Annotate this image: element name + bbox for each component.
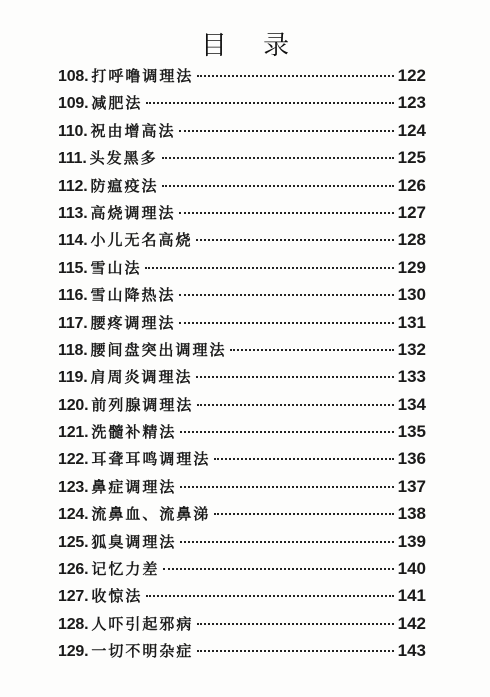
- entry-title: 人吓引起邪病: [91, 614, 194, 633]
- toc-entry[interactable]: [58, 89, 426, 116]
- entry-title: 鼻症调理法: [91, 477, 177, 496]
- entry-number: 121.: [58, 424, 89, 442]
- entry-title: 打呼噜调理法: [91, 67, 194, 85]
- toc-entry[interactable]: [58, 445, 426, 472]
- dot-leader: [197, 623, 393, 625]
- toc-entry[interactable]: [58, 226, 426, 253]
- dot-leader: [179, 294, 393, 296]
- entry-page-number: 129: [397, 257, 426, 277]
- toc-entry[interactable]: [58, 309, 426, 336]
- entry-page-number: 133: [397, 367, 426, 387]
- entry-title: 头发黑多: [89, 149, 158, 168]
- entry-title: 洗髓补精法: [91, 423, 177, 442]
- entry-number: 126.: [58, 561, 89, 579]
- toc-entry[interactable]: [58, 172, 426, 199]
- dot-leader: [145, 267, 393, 269]
- entry-number: 128.: [58, 615, 89, 633]
- dot-leader: [197, 404, 393, 406]
- toc-entry[interactable]: [58, 254, 426, 281]
- entry-number: 112.: [58, 177, 88, 195]
- dot-leader: [180, 431, 393, 433]
- toc-entry[interactable]: [58, 144, 426, 171]
- entry-number: 109.: [58, 95, 89, 113]
- entry-title: 流鼻血、流鼻涕: [91, 505, 211, 524]
- entry-page-number: 140: [397, 559, 426, 579]
- entry-page-number: 124: [397, 120, 426, 140]
- entry-title: 耳聋耳鸣调理法: [91, 450, 211, 469]
- entry-page-number: 141: [397, 586, 426, 606]
- entry-page-number: 126: [397, 175, 426, 195]
- entry-page-number: 123: [397, 93, 426, 113]
- dot-leader: [146, 102, 393, 104]
- entry-title: 防瘟疫法: [90, 176, 159, 195]
- entry-number: 124.: [58, 506, 89, 524]
- entry-title: 一切不明杂症: [91, 642, 194, 661]
- entry-title: 减肥法: [91, 94, 143, 113]
- toc-entry[interactable]: [58, 418, 426, 445]
- entry-title: 祝由增高法: [90, 121, 176, 140]
- entry-page-number: 137: [397, 476, 426, 496]
- toc-entry[interactable]: [58, 391, 426, 418]
- entry-title: 小儿无名高烧: [90, 231, 193, 250]
- entry-title: 雪山法: [90, 258, 142, 277]
- entry-title: 肩周炎调理法: [90, 368, 193, 387]
- toc-entry[interactable]: [58, 637, 426, 664]
- dot-leader: [196, 239, 393, 241]
- dot-leader: [179, 322, 393, 324]
- entry-number: 116.: [58, 287, 88, 305]
- entry-number: 117.: [58, 314, 88, 332]
- dot-leader: [163, 568, 393, 570]
- entry-page-number: 127: [397, 202, 426, 222]
- toc-entry[interactable]: [58, 528, 426, 555]
- entry-page-number: 138: [397, 504, 426, 524]
- entry-title: 雪山降热法: [90, 286, 176, 305]
- entry-number: 123.: [58, 478, 89, 496]
- dot-leader: [230, 349, 393, 351]
- entry-page-number: 142: [397, 613, 426, 633]
- entry-number: 118.: [58, 341, 88, 359]
- entry-title: 记忆力差: [91, 560, 160, 579]
- entry-page-number: 131: [397, 312, 426, 332]
- entry-number: 120.: [58, 396, 89, 414]
- entry-number: 113.: [58, 204, 88, 222]
- entry-number: 129.: [58, 643, 89, 661]
- dot-leader: [214, 458, 393, 460]
- toc-entry[interactable]: [58, 363, 426, 390]
- entry-page-number: 139: [397, 531, 426, 551]
- entry-title: 收惊法: [91, 587, 143, 606]
- toc-entry[interactable]: [58, 117, 426, 144]
- entry-title: 狐臭调理法: [91, 532, 177, 551]
- dot-leader: [179, 130, 393, 132]
- entry-page-number: 130: [397, 285, 426, 305]
- entry-title: 前列腺调理法: [91, 395, 194, 414]
- dot-leader: [162, 157, 394, 159]
- entry-page-number: 136: [397, 449, 426, 469]
- entry-number: 127.: [58, 588, 89, 606]
- entry-number: 111.: [58, 150, 87, 168]
- toc-entry[interactable]: [58, 555, 426, 582]
- entry-page-number: 128: [397, 230, 426, 250]
- entry-number: 119.: [58, 369, 88, 387]
- toc-entry[interactable]: [58, 199, 426, 226]
- toc-entry[interactable]: [58, 582, 426, 609]
- entry-title: 腰间盘突出调理法: [90, 340, 227, 359]
- toc-entry[interactable]: [58, 500, 426, 527]
- entry-number: 114.: [58, 232, 88, 250]
- dot-leader: [146, 595, 393, 597]
- dot-leader: [162, 185, 393, 187]
- toc-entry[interactable]: [58, 62, 426, 89]
- toc-entry[interactable]: [58, 473, 426, 500]
- page-title: 目 录: [200, 31, 304, 62]
- dot-leader: [197, 75, 393, 77]
- entry-page-number: 143: [397, 641, 426, 661]
- dot-leader: [180, 486, 393, 488]
- entry-number: 125.: [58, 533, 89, 551]
- entry-page-number: 125: [397, 148, 426, 168]
- toc-entry[interactable]: [58, 336, 426, 363]
- entry-page-number: 135: [397, 422, 426, 442]
- entry-number: 115.: [58, 259, 88, 277]
- dot-leader: [180, 541, 393, 543]
- dot-leader: [179, 212, 393, 214]
- entry-number: 108.: [58, 68, 89, 85]
- entry-title: 腰疼调理法: [90, 313, 176, 332]
- dot-leader: [214, 513, 393, 515]
- entry-number: 122.: [58, 451, 89, 469]
- entry-title: 高烧调理法: [90, 203, 176, 222]
- dot-leader: [196, 376, 393, 378]
- dot-leader: [197, 650, 393, 652]
- toc-entry[interactable]: [58, 610, 426, 637]
- entry-page-number: 134: [397, 394, 426, 414]
- entry-number: 110.: [58, 122, 88, 140]
- entry-page-number: 122: [397, 66, 426, 85]
- toc-entry[interactable]: [58, 281, 426, 308]
- entry-page-number: 132: [397, 339, 426, 359]
- table-of-contents: [58, 62, 426, 665]
